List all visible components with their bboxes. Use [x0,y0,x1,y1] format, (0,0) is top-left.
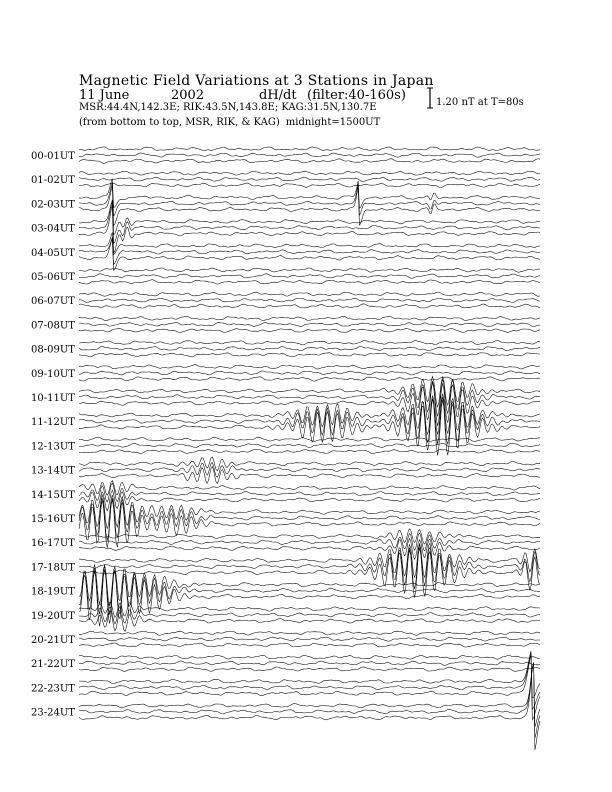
station-coordinates: MSR:44.4N,142.3E; RIK:43.5N,143.8E; KAG:31.5N,130.7E [79,102,377,113]
trace-kag-09-10ut [79,377,540,381]
hour-label-05-06ut: 05-06UT [31,272,75,283]
hour-label-19-20ut: 19-20UT [31,610,75,622]
hour-rows [31,147,540,750]
hour-label-09-10ut: 09-10UT [31,368,75,380]
trace-msr-02-03ut [79,179,540,208]
trace-msr-05-06ut [79,268,540,272]
trace-kag-00-01ut [79,159,540,164]
filter-label: (filter:40-160s) [307,88,406,103]
trace-msr-09-10ut [79,365,540,369]
trace-kag-12-13ut [79,450,540,454]
trace-msr-06-07ut [79,292,540,296]
trace-rik-05-06ut [79,274,540,279]
trace-kag-06-07ut [79,304,540,308]
trace-msr-13-14ut [79,457,540,471]
trace-msr-08-09ut [79,341,540,345]
trace-kag-05-06ut [79,280,540,284]
trace-kag-17-18ut [79,548,540,598]
hour-label-17-18ut: 17-18UT [31,562,75,574]
trace-kag-07-08ut [79,329,540,333]
trace-msr-21-22ut [79,655,540,659]
hour-label-12-13ut: 12-13UT [31,441,75,453]
trace-rik-04-05ut [79,237,540,264]
trace-rik-15-16ut [79,498,540,541]
trace-rik-21-22ut [79,661,540,665]
chart-title: Magnetic Field Variations at 3 Stations in Japan [79,73,434,89]
hour-label-16-17ut: 16-17UT [31,538,75,550]
trace-msr-18-19ut [79,565,540,606]
trace-msr-12-13ut [79,437,540,441]
hour-label-14-15ut: 14-15UT [31,489,75,501]
hour-label-21-22ut: 21-22UT [31,659,75,671]
trace-rik-14-15ut [79,483,540,502]
trace-rik-23-24ut [79,663,540,738]
quantity-label: dH/dt [259,88,297,103]
trace-kag-08-09ut [79,353,540,357]
trace-kag-15-16ut [79,499,540,547]
trace-msr-04-05ut [79,233,540,255]
hour-label-13-14ut: 13-14UT [31,465,75,477]
trace-rik-17-18ut [79,544,540,589]
hour-label-07-08ut: 07-08UT [31,320,75,332]
trace-msr-22-23ut [79,651,540,698]
trace-kag-20-21ut [79,643,540,647]
trace-kag-11-12ut [79,399,540,456]
trace-msr-00-01ut [79,147,540,151]
trace-rik-12-13ut [79,443,540,447]
hour-label-08-09ut: 08-09UT [31,344,75,356]
date-year: 2002 [171,88,205,103]
trace-kag-21-22ut [79,667,540,672]
hour-label-04-05ut: 04-05UT [31,247,75,259]
date-day: 11 June [79,88,130,103]
trace-msr-01-02ut [79,171,540,175]
order-note-text: (from bottom to top, MSR, RIK, & KAG) [79,117,280,128]
hour-label-20-21ut: 20-21UT [31,635,75,646]
trace-kag-01-02ut [79,183,540,188]
hour-label-00-01ut: 00-01UT [31,151,75,162]
trace-rik-01-02ut [79,177,540,181]
hour-label-15-16ut: 15-16UT [31,514,75,525]
trace-rik-07-08ut [79,322,540,326]
scale-bar-label: 1.20 nT at T=80s [436,97,524,108]
hour-label-22-23ut: 22-23UT [31,683,75,695]
trace-kag-19-20ut [79,611,540,632]
hour-label-10-11ut: 10-11UT [31,393,75,404]
hour-label-01-02ut: 01-02UT [31,175,75,187]
trace-msr-07-08ut [79,316,540,320]
trace-kag-04-05ut [79,238,540,270]
trace-kag-02-03ut [79,185,540,225]
trace-rik-08-09ut [79,346,540,350]
trace-rik-00-01ut [79,153,540,157]
trace-msr-03-04ut [79,200,540,235]
trace-kag-13-14ut [79,467,540,484]
hour-label-23-24ut: 23-24UT [31,707,75,719]
hour-label-02-03ut: 02-03UT [31,199,75,211]
trace-msr-23-24ut [79,664,540,727]
hour-label-06-07ut: 06-07UT [31,296,75,308]
hour-label-18-19ut: 18-19UT [31,586,75,598]
trace-rik-06-07ut [79,298,540,302]
hour-label-03-04ut: 03-04UT [31,223,75,235]
trace-msr-19-20ut [79,602,540,617]
midnight-note: midnight=1500UT [285,117,381,128]
hour-label-11-12ut: 11-12UT [31,417,75,429]
trace-rik-02-03ut [79,182,540,216]
trace-msr-10-11ut [79,377,540,408]
trace-rik-09-10ut [79,371,540,375]
trace-msr-20-21ut [79,631,540,635]
trace-rik-20-21ut [79,637,540,641]
